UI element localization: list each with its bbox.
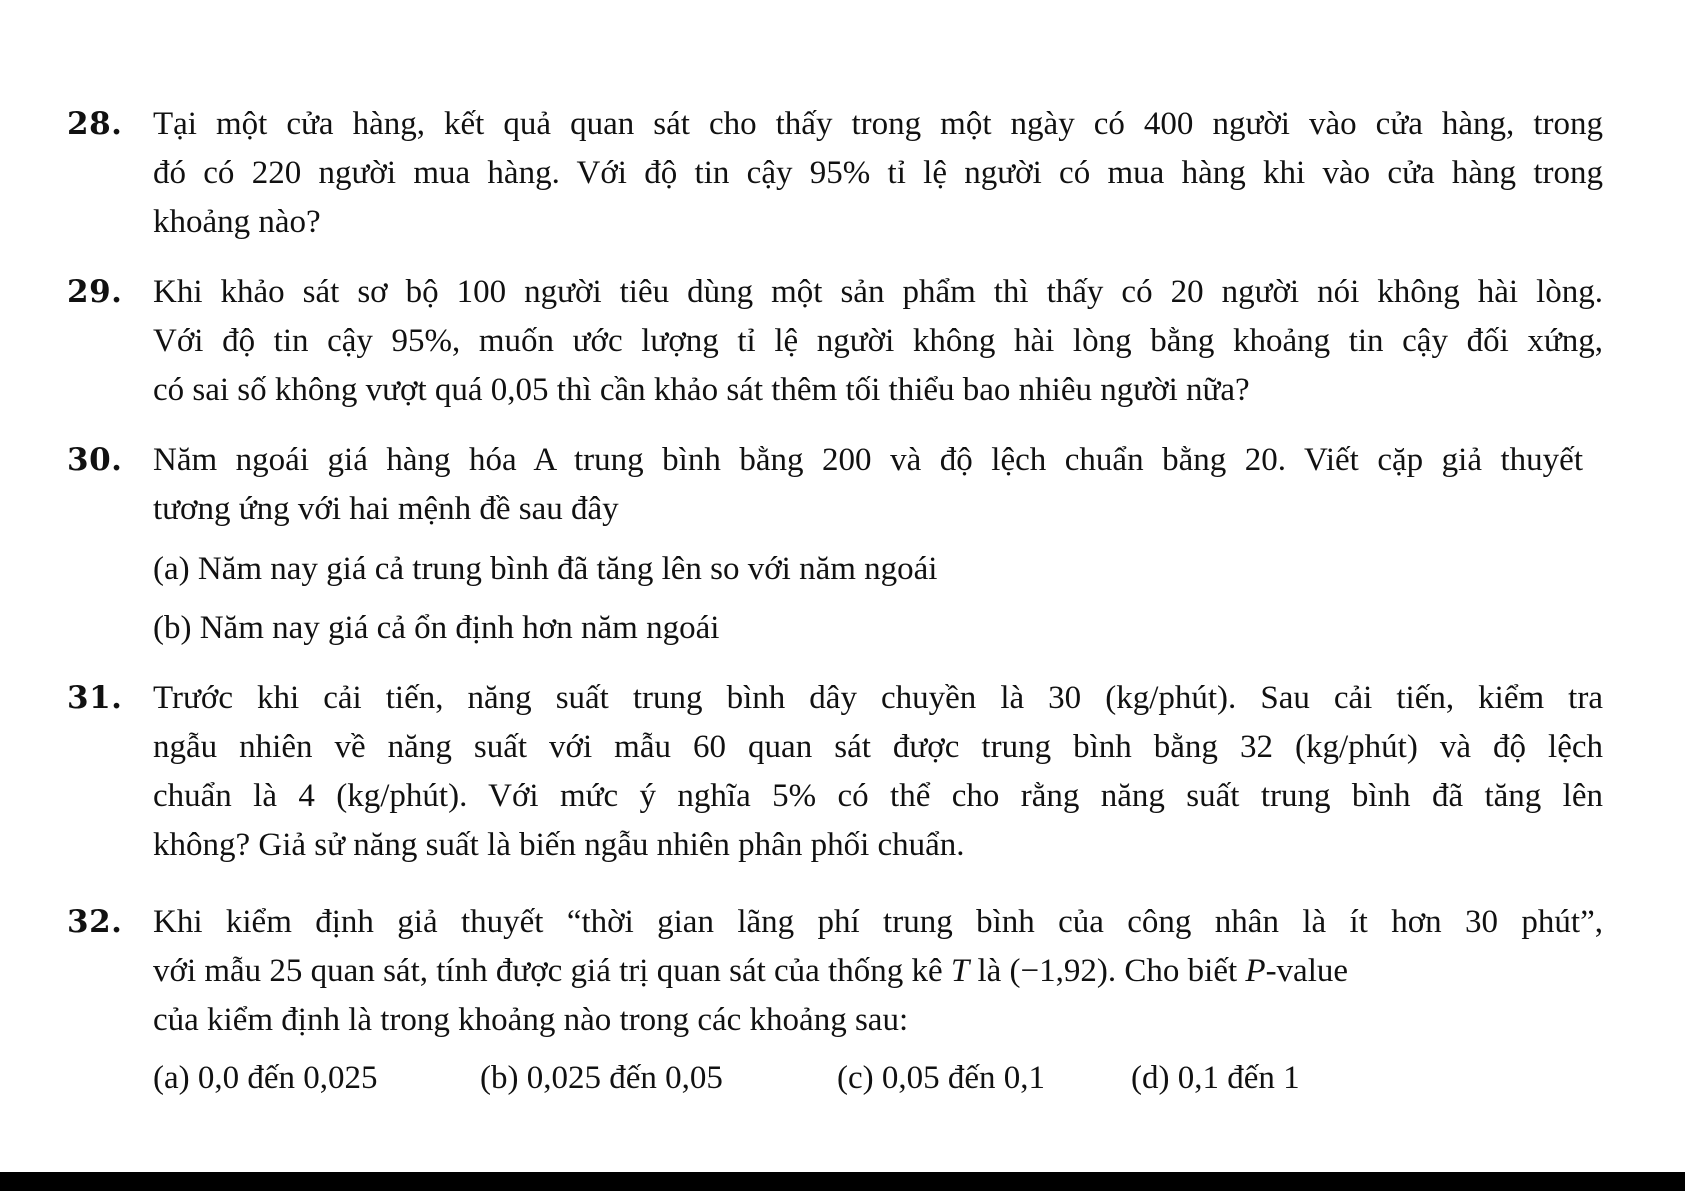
question-number: 29.	[67, 274, 123, 310]
question-text-line: Tại một cửa hàng, kết quả quan sát cho thấy trong một ngày có 400 người vào cửa hàng, trong	[153, 106, 1603, 142]
question-number: 31.	[67, 680, 123, 716]
question-text-line: với mẫu 25 quan sát, tính được giá trị quan sát của thống kê T là (−1,92). Cho biết P-value	[153, 953, 1349, 989]
option-b: (b) 0,025 đến 0,05	[480, 1060, 723, 1096]
question-text-line: Với độ tin cậy 95%, muốn ước lượng tỉ lệ người không hài lòng bằng khoảng tin cậy đối xứng,	[153, 323, 1603, 359]
question-text-line: khoảng nào?	[153, 204, 321, 240]
question-text-line: có sai số không vượt quá 0,05 thì cần khảo sát thêm tối thiểu bao nhiêu người nữa?	[153, 372, 1250, 408]
question-text-line: ngẫu nhiên về năng suất với mẫu 60 quan sát được trung bình bằng 32 (kg/phút) và độ lệch	[153, 729, 1603, 765]
question-text-line: của kiểm định là trong khoảng nào trong các khoảng sau:	[153, 1002, 909, 1038]
question-number: 30.	[67, 442, 123, 478]
question-text-line: không? Giả sử năng suất là biến ngẫu nhiên phân phối chuẩn.	[153, 827, 965, 863]
question-text-line: Khi khảo sát sơ bộ 100 người tiêu dùng một sản phẩm thì thấy có 20 người nói không hài lòng.	[153, 274, 1603, 310]
option-a: (a) 0,0 đến 0,025	[153, 1060, 378, 1096]
question-number: 28.	[67, 106, 123, 142]
question-text-line: Khi kiểm định giả thuyết “thời gian lãng phí trung bình của công nhân là ít hơn 30 phút”,	[153, 904, 1603, 940]
sub-item-a: (a) Năm nay giá cả trung bình đã tăng lên so với năm ngoái	[153, 551, 938, 587]
bottom-border	[0, 1172, 1685, 1191]
option-d: (d) 0,1 đến 1	[1131, 1060, 1300, 1096]
question-text-line: Trước khi cải tiến, năng suất trung bình dây chuyền là 30 (kg/phút). Sau cải tiến, kiểm tra	[153, 680, 1603, 716]
option-c: (c) 0,05 đến 0,1	[837, 1060, 1046, 1096]
sub-item-b: (b) Năm nay giá cả ổn định hơn năm ngoái	[153, 610, 720, 646]
question-number: 32.	[67, 904, 123, 940]
question-text-line: chuẩn là 4 (kg/phút). Với mức ý nghĩa 5% có thể cho rằng năng suất trung bình đã tăng lên	[153, 778, 1603, 814]
question-text-line: Năm ngoái giá hàng hóa A trung bình bằng 200 và độ lệch chuẩn bằng 20. Viết cặp giả thuyết	[153, 442, 1583, 478]
question-text-line: đó có 220 người mua hàng. Với độ tin cậy 95% tỉ lệ người có mua hàng khi vào cửa hàng trong	[153, 155, 1603, 191]
question-text-line: tương ứng với hai mệnh đề sau đây	[153, 491, 619, 527]
